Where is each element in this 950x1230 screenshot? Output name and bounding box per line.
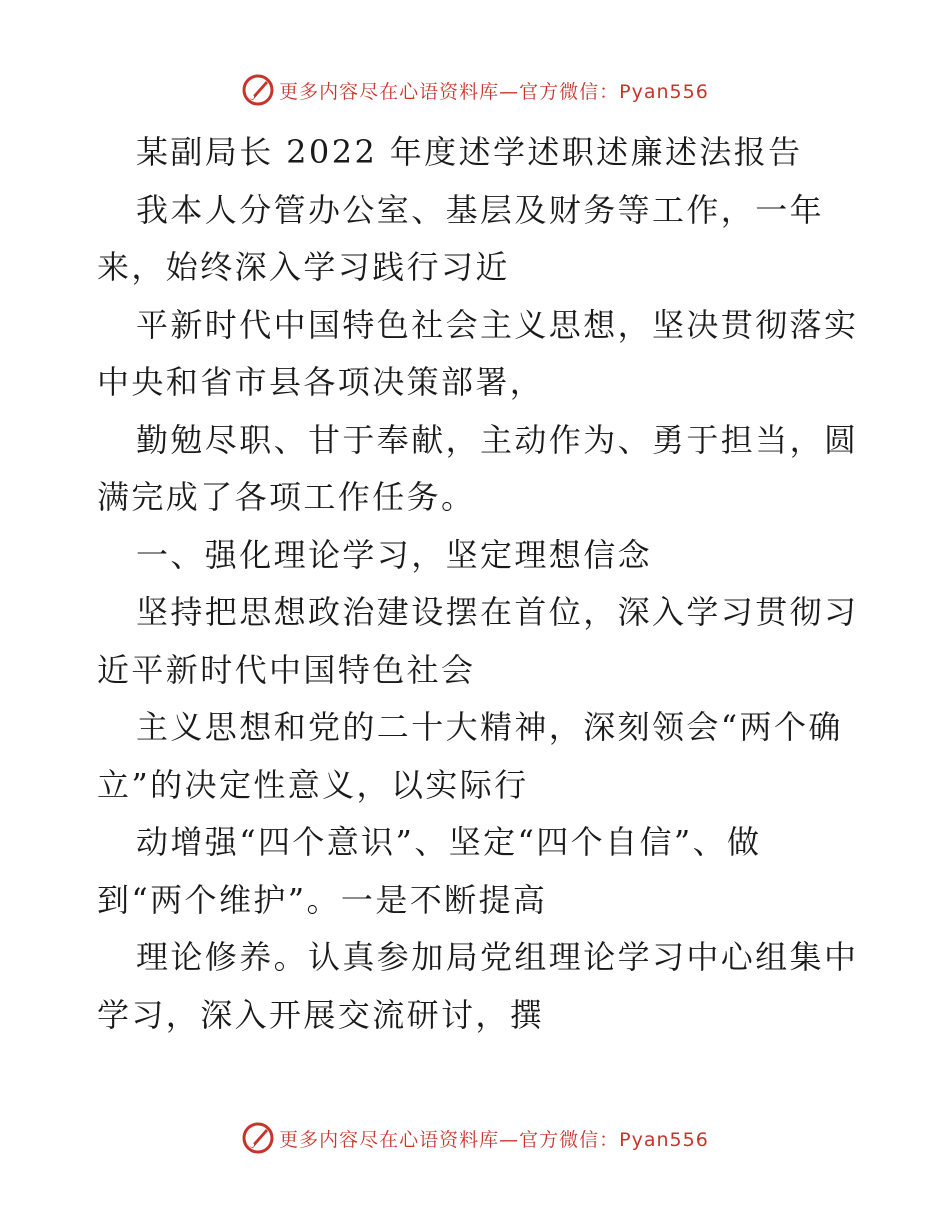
text-line: 满完成了各项工作任务。	[97, 478, 476, 516]
banner-text: 更多内容尽在心语资料库—官方微信：Pyan556	[279, 1128, 709, 1151]
quill-pen-logo-icon	[241, 73, 275, 107]
text-line: 中央和省市县各项决策部署，	[97, 363, 545, 401]
text-line: 学习，深入开展交流研讨，撰	[97, 995, 545, 1034]
footer-banner	[0, 1118, 950, 1158]
text-line: 我本人分管办公室、基层及财务等工作，一年	[136, 190, 825, 229]
text-line: 理论修养。认真参加局党组理论学习中心组集中	[136, 938, 859, 976]
document-body	[97, 124, 857, 1044]
quill-pen-logo-icon	[241, 1121, 275, 1155]
text-line: 到“两个维护”。一是不断提高	[97, 880, 548, 919]
text-line: 一、强化理论学习，坚定理想信念	[136, 535, 653, 574]
text-line: 来，始终深入学习践行习近	[97, 248, 510, 286]
header-banner	[0, 70, 950, 110]
text-line: 近平新时代中国特色社会	[97, 650, 476, 689]
banner-text: 更多内容尽在心语资料库—官方微信：Pyan556	[279, 80, 709, 103]
text-line: 动增强“四个意识”、坚定“四个自信”、做	[136, 823, 762, 861]
text-line: 勤勉尽职、甘于奉献，主动作为、勇于担当，圆	[136, 420, 859, 459]
document-title: 某副局长 2022 年度述学述职述廉述法报告	[136, 133, 803, 171]
text-line: 平新时代中国特色社会主义思想，坚决贯彻落实	[136, 305, 859, 344]
text-line: 主义思想和党的二十大精神，深刻领会“两个确	[136, 708, 843, 746]
text-line: 坚持把思想政治建设摆在首位，深入学习贯彻习	[136, 593, 859, 631]
text-line: 立”的决定性意义，以实际行	[97, 765, 529, 804]
